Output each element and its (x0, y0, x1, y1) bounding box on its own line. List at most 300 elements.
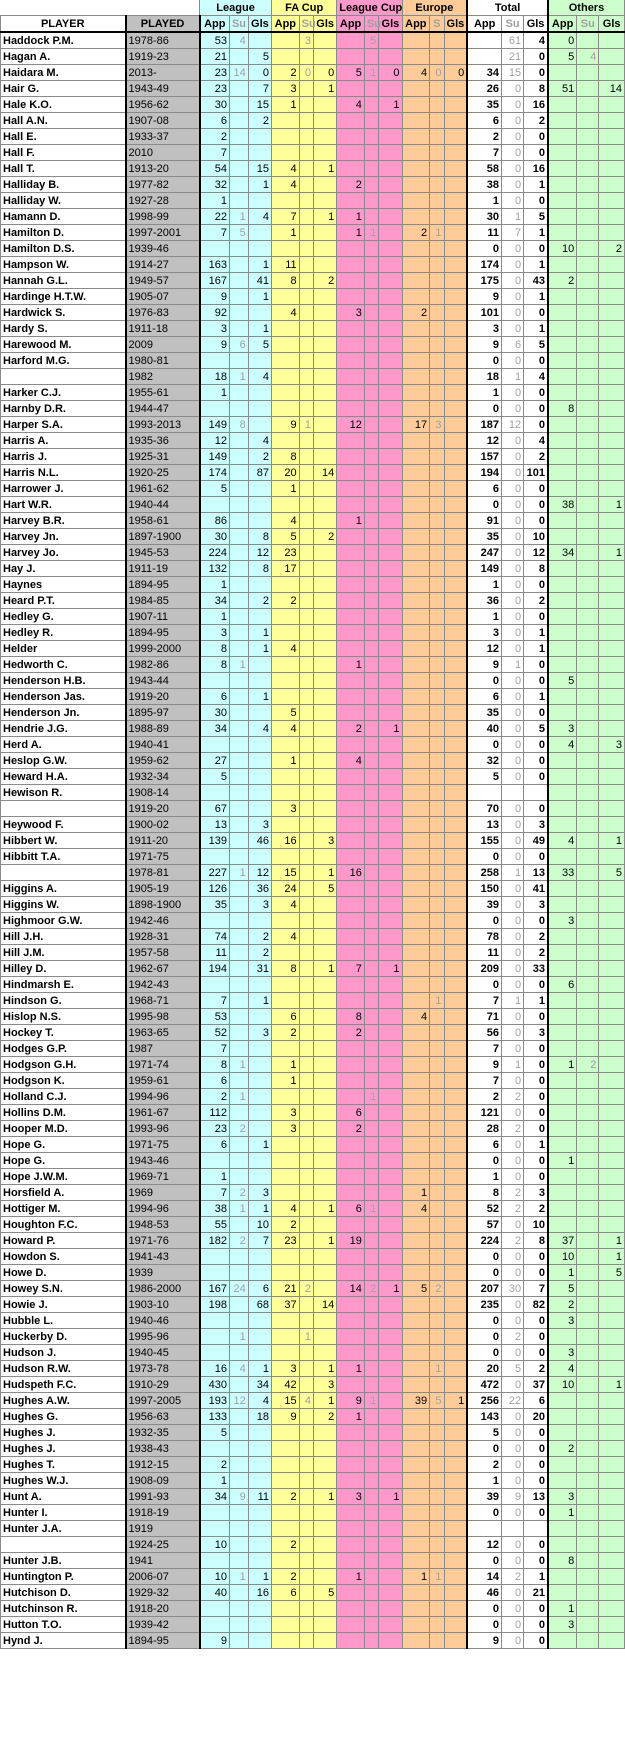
others-gls (599, 1041, 625, 1057)
total-gls: 0 (524, 1265, 548, 1281)
league-cup-app (337, 1185, 365, 1201)
others-gls: 3 (599, 737, 625, 753)
player-name: Halliday B. (1, 177, 126, 193)
played-years: 1982-86 (126, 657, 200, 673)
others-app: 38 (548, 497, 577, 513)
total-app: 38 (467, 177, 501, 193)
player-name: Hutchinson R. (1, 1601, 126, 1617)
league-cup-app (337, 561, 365, 577)
fa-cup-gls (314, 593, 337, 609)
europe-sub (430, 32, 444, 49)
others-sub (577, 1025, 599, 1041)
total-gls: 0 (524, 481, 548, 497)
league-cup-gls (379, 1425, 402, 1441)
played-years: 1971-74 (126, 1057, 200, 1073)
fa-cup-app: 11 (272, 257, 300, 273)
europe-app (402, 49, 430, 65)
league-cup-app: 6 (337, 1201, 365, 1217)
played-years: 2013- (126, 65, 200, 81)
played-years: 1925-31 (126, 449, 200, 465)
total-sub: 0 (502, 497, 524, 513)
total-app: 6 (467, 1137, 501, 1153)
player-name: Hunter J.B. (1, 1553, 126, 1569)
others-gls (599, 32, 625, 49)
played-years: 1956-63 (126, 1409, 200, 1425)
league-cup-sub (364, 801, 378, 817)
fa-cup-app: 42 (272, 1377, 300, 1393)
played-years: 1907-11 (126, 609, 200, 625)
others-sub (577, 1201, 599, 1217)
league-sub (229, 801, 248, 817)
others-app: 1 (548, 1505, 577, 1521)
europe-sub (430, 1409, 444, 1425)
others-sub (577, 897, 599, 913)
others-app: 8 (548, 1553, 577, 1569)
europe-app (402, 1137, 430, 1153)
league-app: 92 (200, 305, 230, 321)
others-gls: 1 (599, 833, 625, 849)
europe-app (402, 849, 430, 865)
europe-app (402, 705, 430, 721)
fa-cup-gls (314, 257, 337, 273)
fa-cup-sub (299, 497, 313, 513)
played-years: 1911-19 (126, 561, 200, 577)
player-name: Hibbert W. (1, 833, 126, 849)
played-years: 1999-2000 (126, 641, 200, 657)
league-app (200, 1313, 230, 1329)
player-name: Harford M.G. (1, 353, 126, 369)
league-gls: 4 (248, 1393, 271, 1409)
total-gls: 0 (524, 1041, 548, 1057)
fa-cup-sub (299, 1201, 313, 1217)
total-sub: 0 (502, 529, 524, 545)
fa-cup-sub (299, 513, 313, 529)
europe-gls (444, 225, 467, 241)
europe-app (402, 1409, 430, 1425)
league-gls: 4 (248, 369, 271, 385)
player-name: Haddock P.M. (1, 32, 126, 49)
league-cup-sub (364, 1457, 378, 1473)
europe-app (402, 433, 430, 449)
total-sub: 30 (502, 1281, 524, 1297)
fa-cup-sub (299, 1041, 313, 1057)
fa-cup-sub (299, 769, 313, 785)
europe-gls (444, 641, 467, 657)
europe-sub (430, 769, 444, 785)
europe-gls (444, 1009, 467, 1025)
europe-sub (430, 177, 444, 193)
league-sub (229, 673, 248, 689)
league-app: 167 (200, 273, 230, 289)
league-app: 6 (200, 689, 230, 705)
league-sub: 4 (229, 1361, 248, 1377)
others-app (548, 945, 577, 961)
league-cup-app (337, 1633, 365, 1649)
total-sub: 0 (502, 1249, 524, 1265)
played-years: 1914-27 (126, 257, 200, 273)
league-gls: 8 (248, 529, 271, 545)
others-sub (577, 657, 599, 673)
played-years: 1903-10 (126, 1297, 200, 1313)
league-app: 2 (200, 129, 230, 145)
others-sub (577, 1521, 599, 1537)
europe-gls (444, 1297, 467, 1313)
total-app: 39 (467, 897, 501, 913)
played-years: 1944-47 (126, 401, 200, 417)
total-gls: 5 (524, 209, 548, 225)
others-sub (577, 1313, 599, 1329)
league-cup-gls (379, 177, 402, 193)
fa-cup-gls (314, 1425, 337, 1441)
fa-cup-sub (299, 545, 313, 561)
others-sub (577, 161, 599, 177)
table-row (1, 1425, 625, 1441)
league-gls: 1 (248, 689, 271, 705)
total-sub: 0 (502, 1169, 524, 1185)
fa-cup-app (272, 433, 300, 449)
league-cup-app (337, 833, 365, 849)
league-cup-app (337, 977, 365, 993)
player-name: Hill J.M. (1, 945, 126, 961)
fa-cup-app (272, 849, 300, 865)
played-years: 1940-46 (126, 1313, 200, 1329)
league-sub (229, 1105, 248, 1121)
league-app: 2 (200, 1089, 230, 1105)
played-years: 1955-61 (126, 385, 200, 401)
others-app (548, 625, 577, 641)
others-gls (599, 145, 625, 161)
table-row (1, 193, 625, 209)
fa-cup-gls (314, 1121, 337, 1137)
total-app: 3 (467, 321, 501, 337)
header-player: PLAYER (1, 16, 126, 33)
others-app (548, 929, 577, 945)
header-lc-gls: Gls (379, 16, 402, 33)
fa-cup-gls (314, 1169, 337, 1185)
league-cup-gls (379, 257, 402, 273)
table-row (1, 1137, 625, 1153)
league-app: 1 (200, 609, 230, 625)
league-cup-sub (364, 961, 378, 977)
others-app (548, 1025, 577, 1041)
fa-cup-app: 8 (272, 961, 300, 977)
europe-gls (444, 1553, 467, 1569)
league-gls: 1 (248, 289, 271, 305)
league-cup-gls (379, 1617, 402, 1633)
player-name: Hunter I. (1, 1505, 126, 1521)
league-cup-app (337, 241, 365, 257)
league-cup-sub (364, 1633, 378, 1649)
player-name: Hibbitt T.A. (1, 849, 126, 865)
league-app: 139 (200, 833, 230, 849)
total-sub: 0 (502, 641, 524, 657)
total-gls: 0 (524, 1313, 548, 1329)
fa-cup-sub (299, 321, 313, 337)
table-row (1, 753, 625, 769)
league-gls: 3 (248, 1025, 271, 1041)
league-sub (229, 545, 248, 561)
fa-cup-gls (314, 1025, 337, 1041)
total-gls: 8 (524, 81, 548, 97)
league-sub (229, 625, 248, 641)
fa-cup-app: 24 (272, 881, 300, 897)
league-app: 1 (200, 1169, 230, 1185)
fa-cup-sub (299, 897, 313, 913)
total-gls (524, 1521, 548, 1537)
total-gls: 1 (524, 689, 548, 705)
fa-cup-gls (314, 721, 337, 737)
player-name: Hall F. (1, 145, 126, 161)
fa-cup-gls (314, 433, 337, 449)
table-row (1, 225, 625, 241)
fa-cup-sub (299, 625, 313, 641)
league-gls (248, 1345, 271, 1361)
fa-cup-gls (314, 641, 337, 657)
player-name: Hooper M.D. (1, 1121, 126, 1137)
league-sub (229, 1425, 248, 1441)
others-app (548, 577, 577, 593)
league-cup-gls (379, 913, 402, 929)
league-app (200, 1441, 230, 1457)
total-sub: 0 (502, 97, 524, 113)
fa-cup-app: 20 (272, 465, 300, 481)
table-row (1, 721, 625, 737)
europe-app: 1 (402, 1569, 430, 1585)
total-gls: 13 (524, 865, 548, 881)
europe-app (402, 257, 430, 273)
league-gls (248, 977, 271, 993)
europe-gls (444, 1601, 467, 1617)
league-gls (248, 481, 271, 497)
league-cup-gls (379, 1105, 402, 1121)
player-name (1, 369, 126, 385)
fa-cup-gls (314, 113, 337, 129)
league-gls (248, 1249, 271, 1265)
table-row (1, 129, 625, 145)
league-sub: 4 (229, 32, 248, 49)
total-gls: 4 (524, 433, 548, 449)
total-gls: 0 (524, 1425, 548, 1441)
league-gls: 15 (248, 97, 271, 113)
league-cup-gls (379, 1361, 402, 1377)
europe-sub (430, 1553, 444, 1569)
others-gls (599, 1169, 625, 1185)
league-cup-app (337, 545, 365, 561)
table-row (1, 545, 625, 561)
fa-cup-app (272, 129, 300, 145)
table-row (1, 945, 625, 961)
total-app: 0 (467, 737, 501, 753)
fa-cup-gls: 1 (314, 81, 337, 97)
league-cup-sub (364, 1185, 378, 1201)
player-name: Horsfield A. (1, 1185, 126, 1201)
league-gls (248, 1313, 271, 1329)
league-gls (248, 1537, 271, 1553)
player-name: Hair G. (1, 81, 126, 97)
league-sub (229, 929, 248, 945)
others-sub (577, 929, 599, 945)
league-cup-app (337, 465, 365, 481)
europe-app: 4 (402, 1009, 430, 1025)
europe-app: 2 (402, 305, 430, 321)
fa-cup-gls (314, 673, 337, 689)
others-app (548, 1105, 577, 1121)
total-app: 7 (467, 145, 501, 161)
player-name: Hockey T. (1, 1025, 126, 1041)
league-gls: 1 (248, 1137, 271, 1153)
total-gls: 0 (524, 1633, 548, 1649)
fa-cup-app (272, 1313, 300, 1329)
fa-cup-app: 37 (272, 1297, 300, 1313)
played-years: 1942-46 (126, 913, 200, 929)
played-years: 1973-78 (126, 1361, 200, 1377)
total-sub: 0 (502, 817, 524, 833)
league-app: 34 (200, 1489, 230, 1505)
others-gls (599, 561, 625, 577)
table-row (1, 385, 625, 401)
europe-gls (444, 241, 467, 257)
europe-gls (444, 257, 467, 273)
league-cup-sub (364, 1537, 378, 1553)
fa-cup-gls: 1 (314, 1361, 337, 1377)
fa-cup-sub (299, 1505, 313, 1521)
europe-sub (430, 961, 444, 977)
others-app (548, 1537, 577, 1553)
player-name (1, 801, 126, 817)
others-app (548, 897, 577, 913)
europe-sub (430, 625, 444, 641)
fa-cup-sub (299, 721, 313, 737)
europe-sub (430, 897, 444, 913)
fa-cup-app (272, 385, 300, 401)
league-app: 5 (200, 481, 230, 497)
others-gls (599, 1057, 625, 1073)
league-app: 9 (200, 1633, 230, 1649)
fa-cup-sub (299, 1473, 313, 1489)
league-sub (229, 1265, 248, 1281)
league-sub (229, 433, 248, 449)
total-gls (524, 785, 548, 801)
league-sub: 5 (229, 225, 248, 241)
others-gls (599, 1521, 625, 1537)
fa-cup-app: 17 (272, 561, 300, 577)
league-cup-gls (379, 1025, 402, 1041)
league-gls (248, 1265, 271, 1281)
europe-gls (444, 1137, 467, 1153)
fa-cup-gls (314, 1537, 337, 1553)
league-cup-gls (379, 833, 402, 849)
league-app: 55 (200, 1217, 230, 1233)
player-name: Harker C.J. (1, 385, 126, 401)
league-gls: 16 (248, 1585, 271, 1601)
player-name: Hewison R. (1, 785, 126, 801)
league-cup-sub (364, 1329, 378, 1345)
table-row (1, 1169, 625, 1185)
fa-cup-sub: 4 (299, 1393, 313, 1409)
league-cup-gls (379, 1185, 402, 1201)
league-cup-gls (379, 449, 402, 465)
fa-cup-sub (299, 753, 313, 769)
league-cup-app (337, 1329, 365, 1345)
europe-sub (430, 865, 444, 881)
fa-cup-app (272, 913, 300, 929)
total-app: 57 (467, 1217, 501, 1233)
fa-cup-app: 4 (272, 897, 300, 913)
europe-sub (430, 97, 444, 113)
europe-gls (444, 449, 467, 465)
league-gls (248, 1457, 271, 1473)
player-name: Hughes J. (1, 1441, 126, 1457)
league-cup-sub: 1 (364, 65, 378, 81)
others-app: 2 (548, 1297, 577, 1313)
league-cup-gls (379, 817, 402, 833)
fa-cup-gls (314, 849, 337, 865)
table-row (1, 1233, 625, 1249)
others-sub (577, 321, 599, 337)
played-years: 2010 (126, 145, 200, 161)
fa-cup-sub (299, 785, 313, 801)
played-years: 1897-1900 (126, 529, 200, 545)
others-sub (577, 817, 599, 833)
league-cup-gls (379, 897, 402, 913)
fa-cup-gls (314, 737, 337, 753)
player-name: Hughes W.J. (1, 1473, 126, 1489)
league-cup-sub: 1 (364, 1089, 378, 1105)
league-cup-sub (364, 1441, 378, 1457)
europe-gls (444, 1617, 467, 1633)
fa-cup-gls (314, 625, 337, 641)
fa-cup-sub (299, 1425, 313, 1441)
fa-cup-app (272, 1633, 300, 1649)
league-cup-gls (379, 705, 402, 721)
europe-sub (430, 1169, 444, 1185)
total-gls: 43 (524, 273, 548, 289)
total-gls: 20 (524, 1409, 548, 1425)
total-sub: 1 (502, 865, 524, 881)
others-app (548, 337, 577, 353)
league-cup-gls (379, 497, 402, 513)
europe-gls (444, 849, 467, 865)
total-gls: 0 (524, 401, 548, 417)
total-gls: 4 (524, 369, 548, 385)
fa-cup-gls (314, 1633, 337, 1649)
league-sub: 9 (229, 1489, 248, 1505)
player-name: Hudspeth F.C. (1, 1377, 126, 1393)
europe-sub (430, 593, 444, 609)
others-sub (577, 1393, 599, 1409)
fa-cup-gls (314, 977, 337, 993)
total-gls: 0 (524, 385, 548, 401)
others-gls (599, 1361, 625, 1377)
fa-cup-app (272, 337, 300, 353)
league-app: 7 (200, 225, 230, 241)
league-sub (229, 529, 248, 545)
played-years: 1959-62 (126, 753, 200, 769)
league-cup-app (337, 353, 365, 369)
played-years: 1942-43 (126, 977, 200, 993)
total-app: 8 (467, 1185, 501, 1201)
others-app: 2 (548, 273, 577, 289)
league-cup-sub (364, 257, 378, 273)
others-sub: 4 (577, 49, 599, 65)
league-cup-app (337, 1137, 365, 1153)
league-cup-sub (364, 513, 378, 529)
table-row (1, 897, 625, 913)
europe-sub (430, 929, 444, 945)
league-sub (229, 561, 248, 577)
fa-cup-sub (299, 1009, 313, 1025)
league-app: 86 (200, 513, 230, 529)
